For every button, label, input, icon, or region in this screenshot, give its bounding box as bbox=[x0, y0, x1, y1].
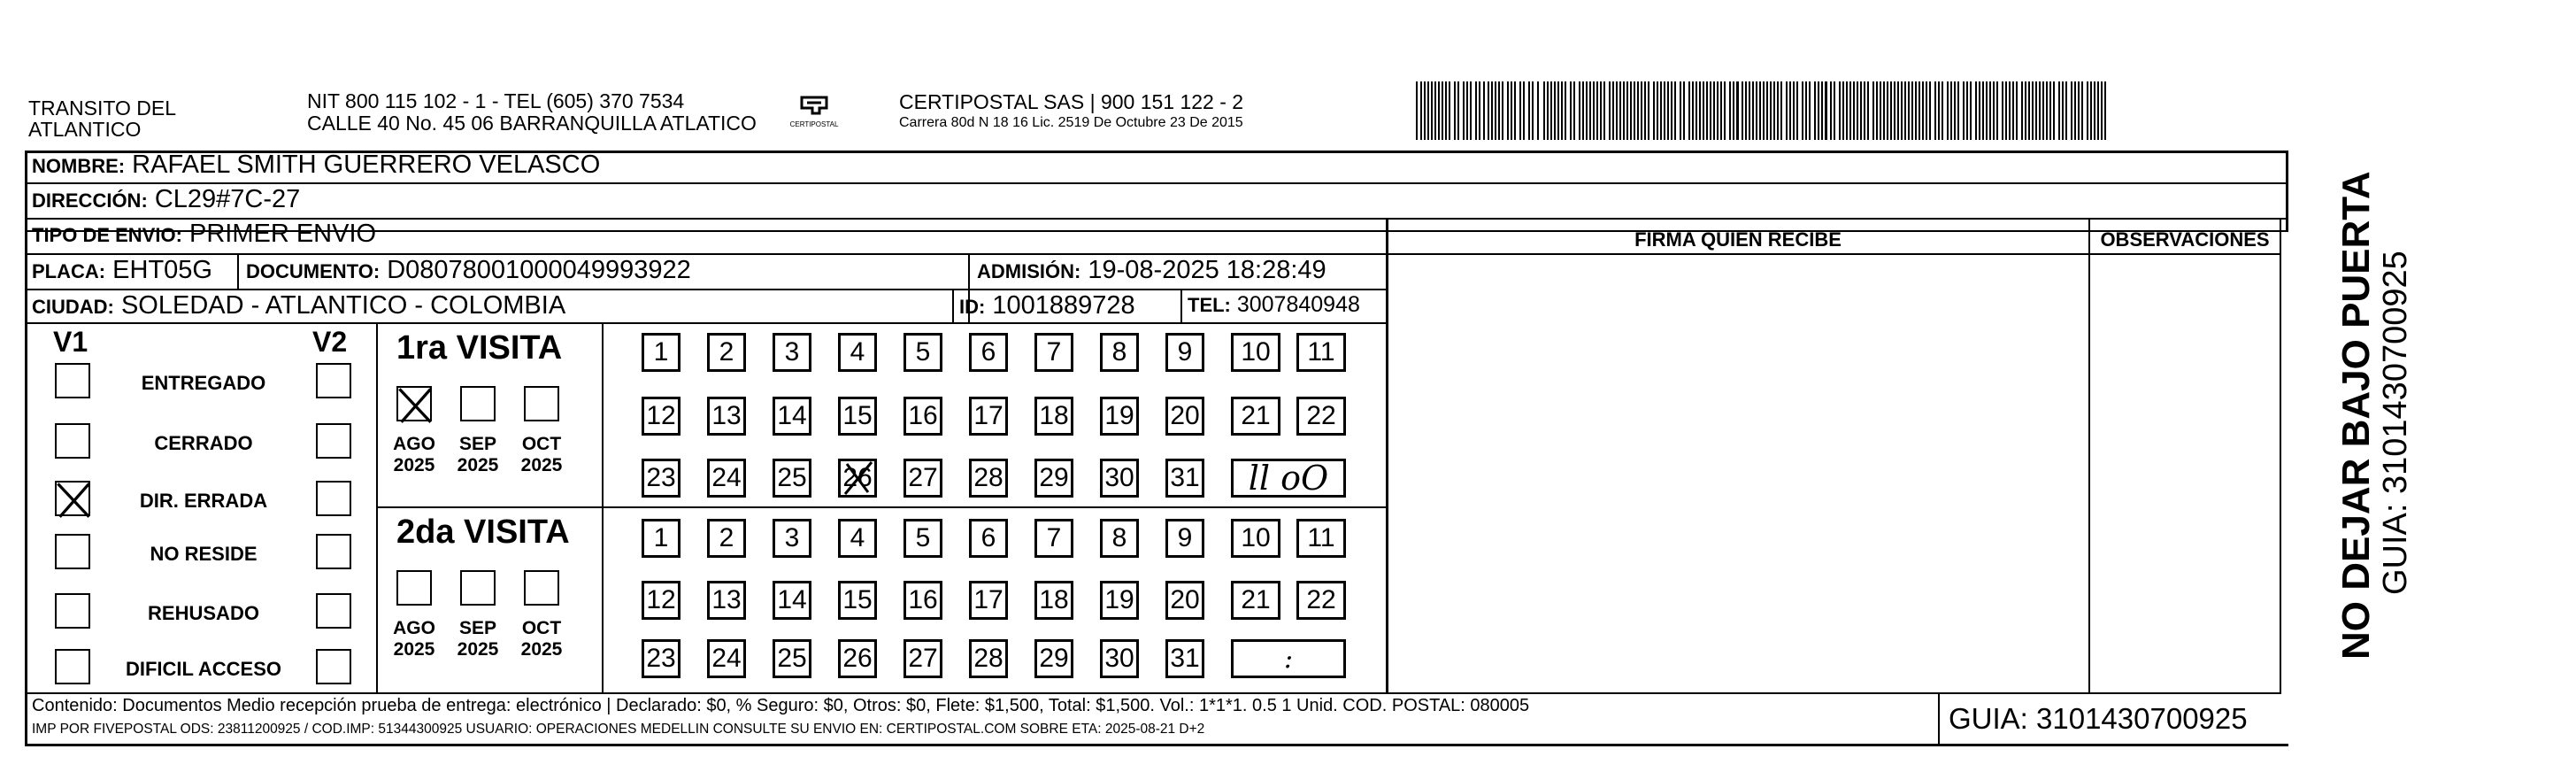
visit-2-day-6[interactable]: 6 bbox=[969, 519, 1008, 558]
visit-1-month-2: OCT bbox=[521, 434, 562, 454]
placa-label: PLACA: bbox=[32, 260, 106, 282]
visit-2-day-4[interactable]: 4 bbox=[838, 519, 877, 558]
visit-1-year-2: 2025 bbox=[520, 455, 563, 475]
tel-label: TEL: bbox=[1188, 294, 1231, 316]
visit-1-day-8[interactable]: 8 bbox=[1100, 333, 1139, 372]
admision-label: ADMISIÓN: bbox=[977, 260, 1081, 282]
visit-1-day-1[interactable]: 1 bbox=[642, 333, 681, 372]
status-label-5: DIFICIL ACCESO bbox=[125, 658, 281, 680]
visit-2-month-1: SEP bbox=[458, 618, 497, 638]
courier-info bbox=[899, 90, 1243, 133]
tipo-envio-value: PRIMER ENVIO bbox=[188, 220, 377, 248]
visit-1-day-13[interactable]: 13 bbox=[707, 397, 746, 436]
status-label-1: CERRADO bbox=[154, 432, 253, 454]
admision-value: 19-08-2025 18:28:49 bbox=[1088, 256, 1326, 284]
visit-1-day-4[interactable]: 4 bbox=[838, 333, 877, 372]
visit-2-month-checkbox-0[interactable] bbox=[396, 570, 432, 606]
visit-1-day-25[interactable]: 25 bbox=[773, 459, 811, 498]
visit-1-day-22[interactable]: 22 bbox=[1296, 397, 1346, 436]
visit-1-day-24[interactable]: 24 bbox=[707, 459, 746, 498]
visit-2-month-0: AGO bbox=[393, 618, 435, 638]
visit-1-day-5[interactable]: 5 bbox=[904, 333, 942, 372]
visit-1-month-0: AGO bbox=[393, 434, 435, 454]
visit-1-day-7[interactable]: 7 bbox=[1034, 333, 1073, 372]
visit-1-day-27[interactable]: 27 bbox=[904, 459, 942, 498]
visit-2-day-5[interactable]: 5 bbox=[904, 519, 942, 558]
visit-1-title: 1ra VISITA bbox=[396, 329, 563, 367]
placa-value: EHT05G bbox=[112, 256, 212, 284]
visit-2-title: 2da VISITA bbox=[396, 514, 570, 551]
footer-guia: GUIA: 3101430700925 bbox=[1949, 702, 2248, 735]
sender-line-2: ATLANTICO bbox=[28, 118, 142, 141]
id-label: ID: bbox=[959, 296, 986, 318]
visit-1-month-checkbox-2[interactable] bbox=[524, 386, 559, 421]
v2-checkbox-5[interactable] bbox=[316, 649, 351, 684]
visit-2-day-1[interactable]: 1 bbox=[642, 519, 681, 558]
visit-1-day-6[interactable]: 6 bbox=[969, 333, 1008, 372]
visit-1-day-9[interactable]: 9 bbox=[1165, 333, 1204, 372]
visit-1-day-19[interactable]: 19 bbox=[1100, 397, 1139, 436]
visit-2-year-0: 2025 bbox=[393, 639, 435, 660]
visit-2-day-10[interactable]: 10 bbox=[1231, 519, 1280, 558]
direccion-value: CL29#7C-27 bbox=[154, 185, 301, 213]
visit-1-day-2[interactable]: 2 bbox=[707, 333, 746, 372]
v1-checkbox-4[interactable] bbox=[55, 593, 90, 629]
visit-1-day-20[interactable]: 20 bbox=[1165, 397, 1204, 436]
visit-2-day-20[interactable]: 20 bbox=[1165, 581, 1204, 620]
tipo-envio-label: TIPO DE ENVIO: bbox=[32, 224, 182, 246]
v2-checkbox-2[interactable] bbox=[316, 481, 351, 516]
barcode bbox=[1414, 81, 2113, 140]
nombre-label: NOMBRE: bbox=[32, 155, 126, 177]
visit-2-day-28[interactable]: 28 bbox=[969, 639, 1008, 678]
visit-2-day-9[interactable]: 9 bbox=[1165, 519, 1204, 558]
visit-1-day-11[interactable]: 11 bbox=[1296, 333, 1346, 372]
visit-1-day-15[interactable]: 15 bbox=[838, 397, 877, 436]
visit-2-day-25[interactable]: 25 bbox=[773, 639, 811, 678]
visit-1-day-14[interactable]: 14 bbox=[773, 397, 811, 436]
barcode-bars bbox=[1416, 81, 2106, 140]
visit-2-day-3[interactable]: 3 bbox=[773, 519, 811, 558]
v2-checkbox-3[interactable] bbox=[316, 534, 351, 569]
visit-2-day-22[interactable]: 22 bbox=[1296, 581, 1346, 620]
visit-1-day-3[interactable]: 3 bbox=[773, 333, 811, 372]
side-warning: NO DEJAR BAJO PUERTA bbox=[2334, 171, 2378, 660]
visit-2-day-27[interactable]: 27 bbox=[904, 639, 942, 678]
v1-checkbox-3[interactable] bbox=[55, 534, 90, 569]
nombre-value: RAFAEL SMITH GUERRERO VELASCO bbox=[132, 151, 601, 179]
direccion-label: DIRECCIÓN: bbox=[32, 189, 148, 212]
visit-1-year-0: 2025 bbox=[393, 455, 435, 475]
visit-1-day-30[interactable]: 30 bbox=[1100, 459, 1139, 498]
visit-1-day-18[interactable]: 18 bbox=[1034, 397, 1073, 436]
address-line: CALLE 40 No. 45 06 BARRANQUILLA ATLATICO bbox=[307, 112, 757, 135]
placa-cell bbox=[32, 256, 212, 285]
v1-checkbox-2[interactable] bbox=[55, 481, 90, 516]
ciudad-cell bbox=[32, 291, 565, 320]
ciudad-value: SOLEDAD - ATLANTICO - COLOMBIA bbox=[120, 291, 566, 320]
signature-area[interactable] bbox=[1388, 255, 2088, 692]
visit-1-day-12[interactable]: 12 bbox=[642, 397, 681, 436]
firma-header: FIRMA QUIEN RECIBE bbox=[1634, 228, 1842, 251]
visit-1-year-1: 2025 bbox=[457, 455, 499, 475]
visit-2-day-23[interactable]: 23 bbox=[642, 639, 681, 678]
visit-2-day-24[interactable]: 24 bbox=[707, 639, 746, 678]
visit-1-day-29[interactable]: 29 bbox=[1034, 459, 1073, 498]
v2-header: V2 bbox=[312, 326, 348, 358]
nombre-row bbox=[32, 151, 600, 180]
id-cell bbox=[959, 291, 1135, 320]
visit-1-day-31[interactable]: 31 bbox=[1165, 459, 1204, 498]
visit-2-day-18[interactable]: 18 bbox=[1034, 581, 1073, 620]
visit-2-day-31[interactable]: 31 bbox=[1165, 639, 1204, 678]
status-label-2: DIR. ERRADA bbox=[139, 490, 268, 512]
visit-2-day-13[interactable]: 13 bbox=[707, 581, 746, 620]
courier-name: CERTIPOSTAL SAS | 900 151 122 - 2 bbox=[899, 90, 1244, 113]
visit-2-year-1: 2025 bbox=[457, 639, 499, 660]
ciudad-label: CIUDAD: bbox=[32, 296, 114, 318]
id-value: 1001889728 bbox=[992, 291, 1135, 320]
visit-2-day-19[interactable]: 19 bbox=[1100, 581, 1139, 620]
tel-cell bbox=[1188, 292, 1360, 318]
visit-2-day-21[interactable]: 21 bbox=[1231, 581, 1280, 620]
sender-line-1: TRANSITO DEL bbox=[28, 97, 176, 120]
v2-checkbox-4[interactable] bbox=[316, 593, 351, 629]
visit-2-day-17[interactable]: 17 bbox=[969, 581, 1008, 620]
visit-2-month-checkbox-1[interactable] bbox=[460, 570, 496, 606]
status-label-3: NO RESIDE bbox=[150, 543, 258, 565]
tipo-envio-row bbox=[32, 220, 376, 249]
v1-checkbox-5[interactable] bbox=[55, 649, 90, 684]
visit-1-day-28[interactable]: 28 bbox=[969, 459, 1008, 498]
visit-1-month-checkbox-1[interactable] bbox=[460, 386, 496, 421]
visit-1-day-23[interactable]: 23 bbox=[642, 459, 681, 498]
documento-cell bbox=[246, 256, 691, 285]
side-guia: GUIA: 3101430700925 bbox=[2377, 251, 2414, 595]
certipostal-logo bbox=[788, 89, 841, 135]
observations-area[interactable] bbox=[2090, 255, 2279, 692]
status-label-0: ENTREGADO bbox=[141, 372, 266, 394]
visit-1-day-17[interactable]: 17 bbox=[969, 397, 1008, 436]
v1-header: V1 bbox=[53, 326, 88, 358]
status-label-4: REHUSADO bbox=[148, 602, 259, 624]
visit-2-day-14[interactable]: 14 bbox=[773, 581, 811, 620]
tel-value: 3007840948 bbox=[1236, 292, 1360, 317]
visit-1-day-26[interactable]: 26 bbox=[838, 459, 877, 498]
observaciones-header: OBSERVACIONES bbox=[2100, 228, 2270, 251]
footer-print-info: IMP POR FIVEPOSTAL ODS: 23811200925 / COD.IMP: 51344300925 USUARIO: OPERACIONES MEDELLIN CONSULTE SU ENVIO EN: CERTIPOSTAL.COM SOBRE ETA: 2025-08-21 D+2 bbox=[32, 722, 1205, 737]
admision-cell bbox=[977, 256, 1326, 285]
visit-1-time-field[interactable]: ll oO bbox=[1231, 459, 1346, 498]
footer-content: Contenido: Documentos Medio recepción prueba de entrega: electrónico | Declarado: $0, % Seguro: $0, Otros: $0, Flete: $1,500, Total: $1,500. Vol.: 1*1*1. 0.5 1 Unid. COD. POSTAL: 080005 bbox=[32, 696, 1530, 715]
sender-contact bbox=[307, 90, 757, 135]
visit-2-day-16[interactable]: 16 bbox=[904, 581, 942, 620]
visit-2-day-26[interactable]: 26 bbox=[838, 639, 877, 678]
visit-2-day-15[interactable]: 15 bbox=[838, 581, 877, 620]
visit-1-day-21[interactable]: 21 bbox=[1231, 397, 1280, 436]
visit-1-day-16[interactable]: 16 bbox=[904, 397, 942, 436]
nit-line: NIT 800 115 102 - 1 - TEL (605) 370 7534 bbox=[307, 89, 685, 112]
visit-2-day-11[interactable]: 11 bbox=[1296, 519, 1346, 558]
v1-checkbox-1[interactable] bbox=[55, 423, 90, 459]
visit-1-month-1: SEP bbox=[458, 434, 497, 454]
visit-1-day-10[interactable]: 10 bbox=[1231, 333, 1280, 372]
sender-name bbox=[28, 97, 176, 140]
visit-1-month-checkbox-0[interactable] bbox=[396, 386, 432, 421]
logo-text: CERTIPOSTAL bbox=[789, 120, 839, 128]
v1-checkbox-0[interactable] bbox=[55, 363, 90, 398]
visit-2-year-2: 2025 bbox=[520, 639, 563, 660]
direccion-row bbox=[32, 185, 300, 214]
visit-2-day-8[interactable]: 8 bbox=[1100, 519, 1139, 558]
documento-value: D08078001000049993922 bbox=[387, 256, 691, 284]
visit-2-month-checkbox-2[interactable] bbox=[524, 570, 559, 606]
visit-2-day-29[interactable]: 29 bbox=[1034, 639, 1073, 678]
documento-label: DOCUMENTO: bbox=[246, 260, 381, 282]
visit-2-time-field[interactable]: : bbox=[1231, 639, 1346, 678]
v2-checkbox-1[interactable] bbox=[316, 423, 351, 459]
visit-2-month-2: OCT bbox=[521, 618, 562, 638]
visit-2-day-7[interactable]: 7 bbox=[1034, 519, 1073, 558]
v2-checkbox-0[interactable] bbox=[316, 363, 351, 398]
visit-2-day-30[interactable]: 30 bbox=[1100, 639, 1139, 678]
visit-2-day-2[interactable]: 2 bbox=[707, 519, 746, 558]
courier-license: Carrera 80d N 18 16 Lic. 2519 De Octubre 23 De 2015 bbox=[899, 115, 1243, 130]
visit-2-day-12[interactable]: 12 bbox=[642, 581, 681, 620]
